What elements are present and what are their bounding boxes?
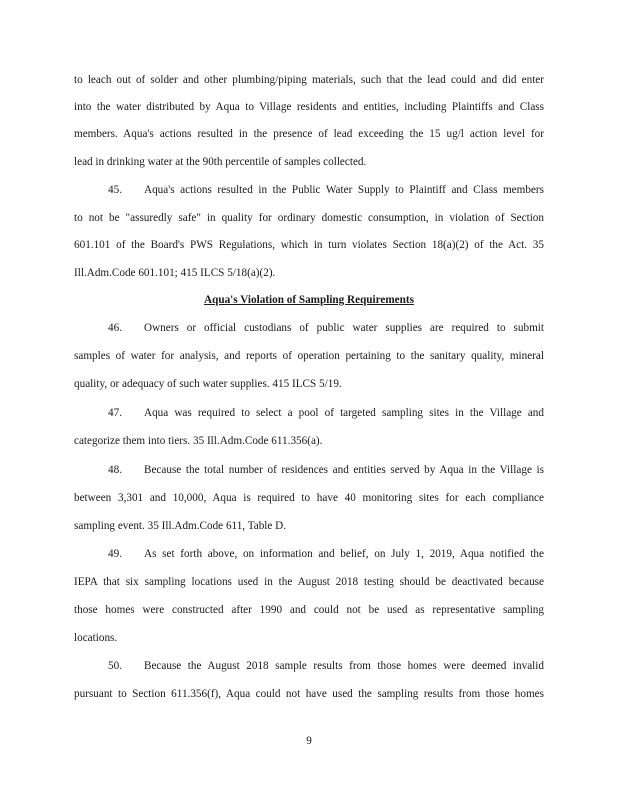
p48-line-3: sampling event. 35 Ill.Adm.Code 611, Table D. (74, 520, 287, 532)
page-number: 9 (306, 735, 312, 747)
p45-line-4: Ill.Adm.Code 601.101; 415 ILCS 5/18(a)(2). (74, 267, 276, 279)
p46-line-1: Owners or official custodians of public water supplies are required to submit (144, 322, 544, 334)
p47-first-line (108, 406, 544, 420)
p47-line-2: categorize them into tiers. 35 Ill.Adm.Code 611.356(a). (74, 435, 323, 447)
p49-first-line (108, 547, 544, 561)
p49-line-3: those homes were constructed after 1990 and could not be used as representative sampling (74, 604, 544, 616)
p49-line-1: As set forth above, on information and belief, on July 1, 2019, Aqua notified the (144, 548, 544, 560)
p48-first-line (108, 463, 544, 477)
p46-first-line (108, 321, 544, 335)
p50-line-1: Because the August 2018 sample results from those homes were deemed invalid (144, 660, 544, 672)
p46-line-3: quality, or adequacy of such water supplies. 415 ILCS 5/19. (74, 378, 342, 390)
p47-number: 47. (108, 407, 122, 419)
p45-line-2: to not be "assuredly safe" in quality for ordinary domestic consumption, in violation of Section (74, 212, 544, 224)
p49-line-4: locations. (74, 632, 118, 644)
p48-line-2: between 3,301 and 10,000, Aqua is required to have 40 monitoring sites for each compliance (74, 492, 544, 504)
p46-number: 46. (108, 322, 122, 334)
p47-line-1: Aqua was required to select a pool of targeted sampling sites in the Village and (144, 407, 544, 419)
p44-line-1: to leach out of solder and other plumbing/piping materials, such that the lead could and did enter (74, 74, 544, 86)
p50-first-line (108, 659, 544, 673)
p50-number: 50. (108, 660, 122, 672)
p45-line-1: Aqua's actions resulted in the Public Water Supply to Plaintiff and Class members (144, 184, 544, 196)
p48-line-1: Because the total number of residences and entities served by Aqua in the Village is (144, 464, 544, 476)
p46-line-2: samples of water for analysis, and reports of operation pertaining to the sanitary quality, mineral (74, 350, 544, 362)
p44-line-3: members. Aqua's actions resulted in the presence of lead exceeding the 15 ug/l action level for (74, 128, 544, 140)
p45-number: 45. (108, 184, 122, 196)
p45-line-3: 601.101 of the Board's PWS Regulations, which in turn violates Section 18(a)(2) of the Act. 35 (74, 239, 544, 251)
p44-line-4: lead in drinking water at the 90th percentile of samples collected. (74, 156, 367, 168)
p48-number: 48. (108, 464, 122, 476)
p44-line-2: into the water distributed by Aqua to Village residents and entities, including Plaintiffs and Class (74, 101, 544, 113)
section-heading: Aqua's Violation of Sampling Requirements (204, 294, 414, 306)
p50-line-2: pursuant to Section 611.356(f), Aqua could not have used the sampling results from those homes (74, 688, 544, 700)
p49-number: 49. (108, 548, 122, 560)
p49-line-2: IEPA that six sampling locations used in the August 2018 testing should be deactivated because (74, 576, 544, 588)
p45-first-line (108, 183, 544, 197)
